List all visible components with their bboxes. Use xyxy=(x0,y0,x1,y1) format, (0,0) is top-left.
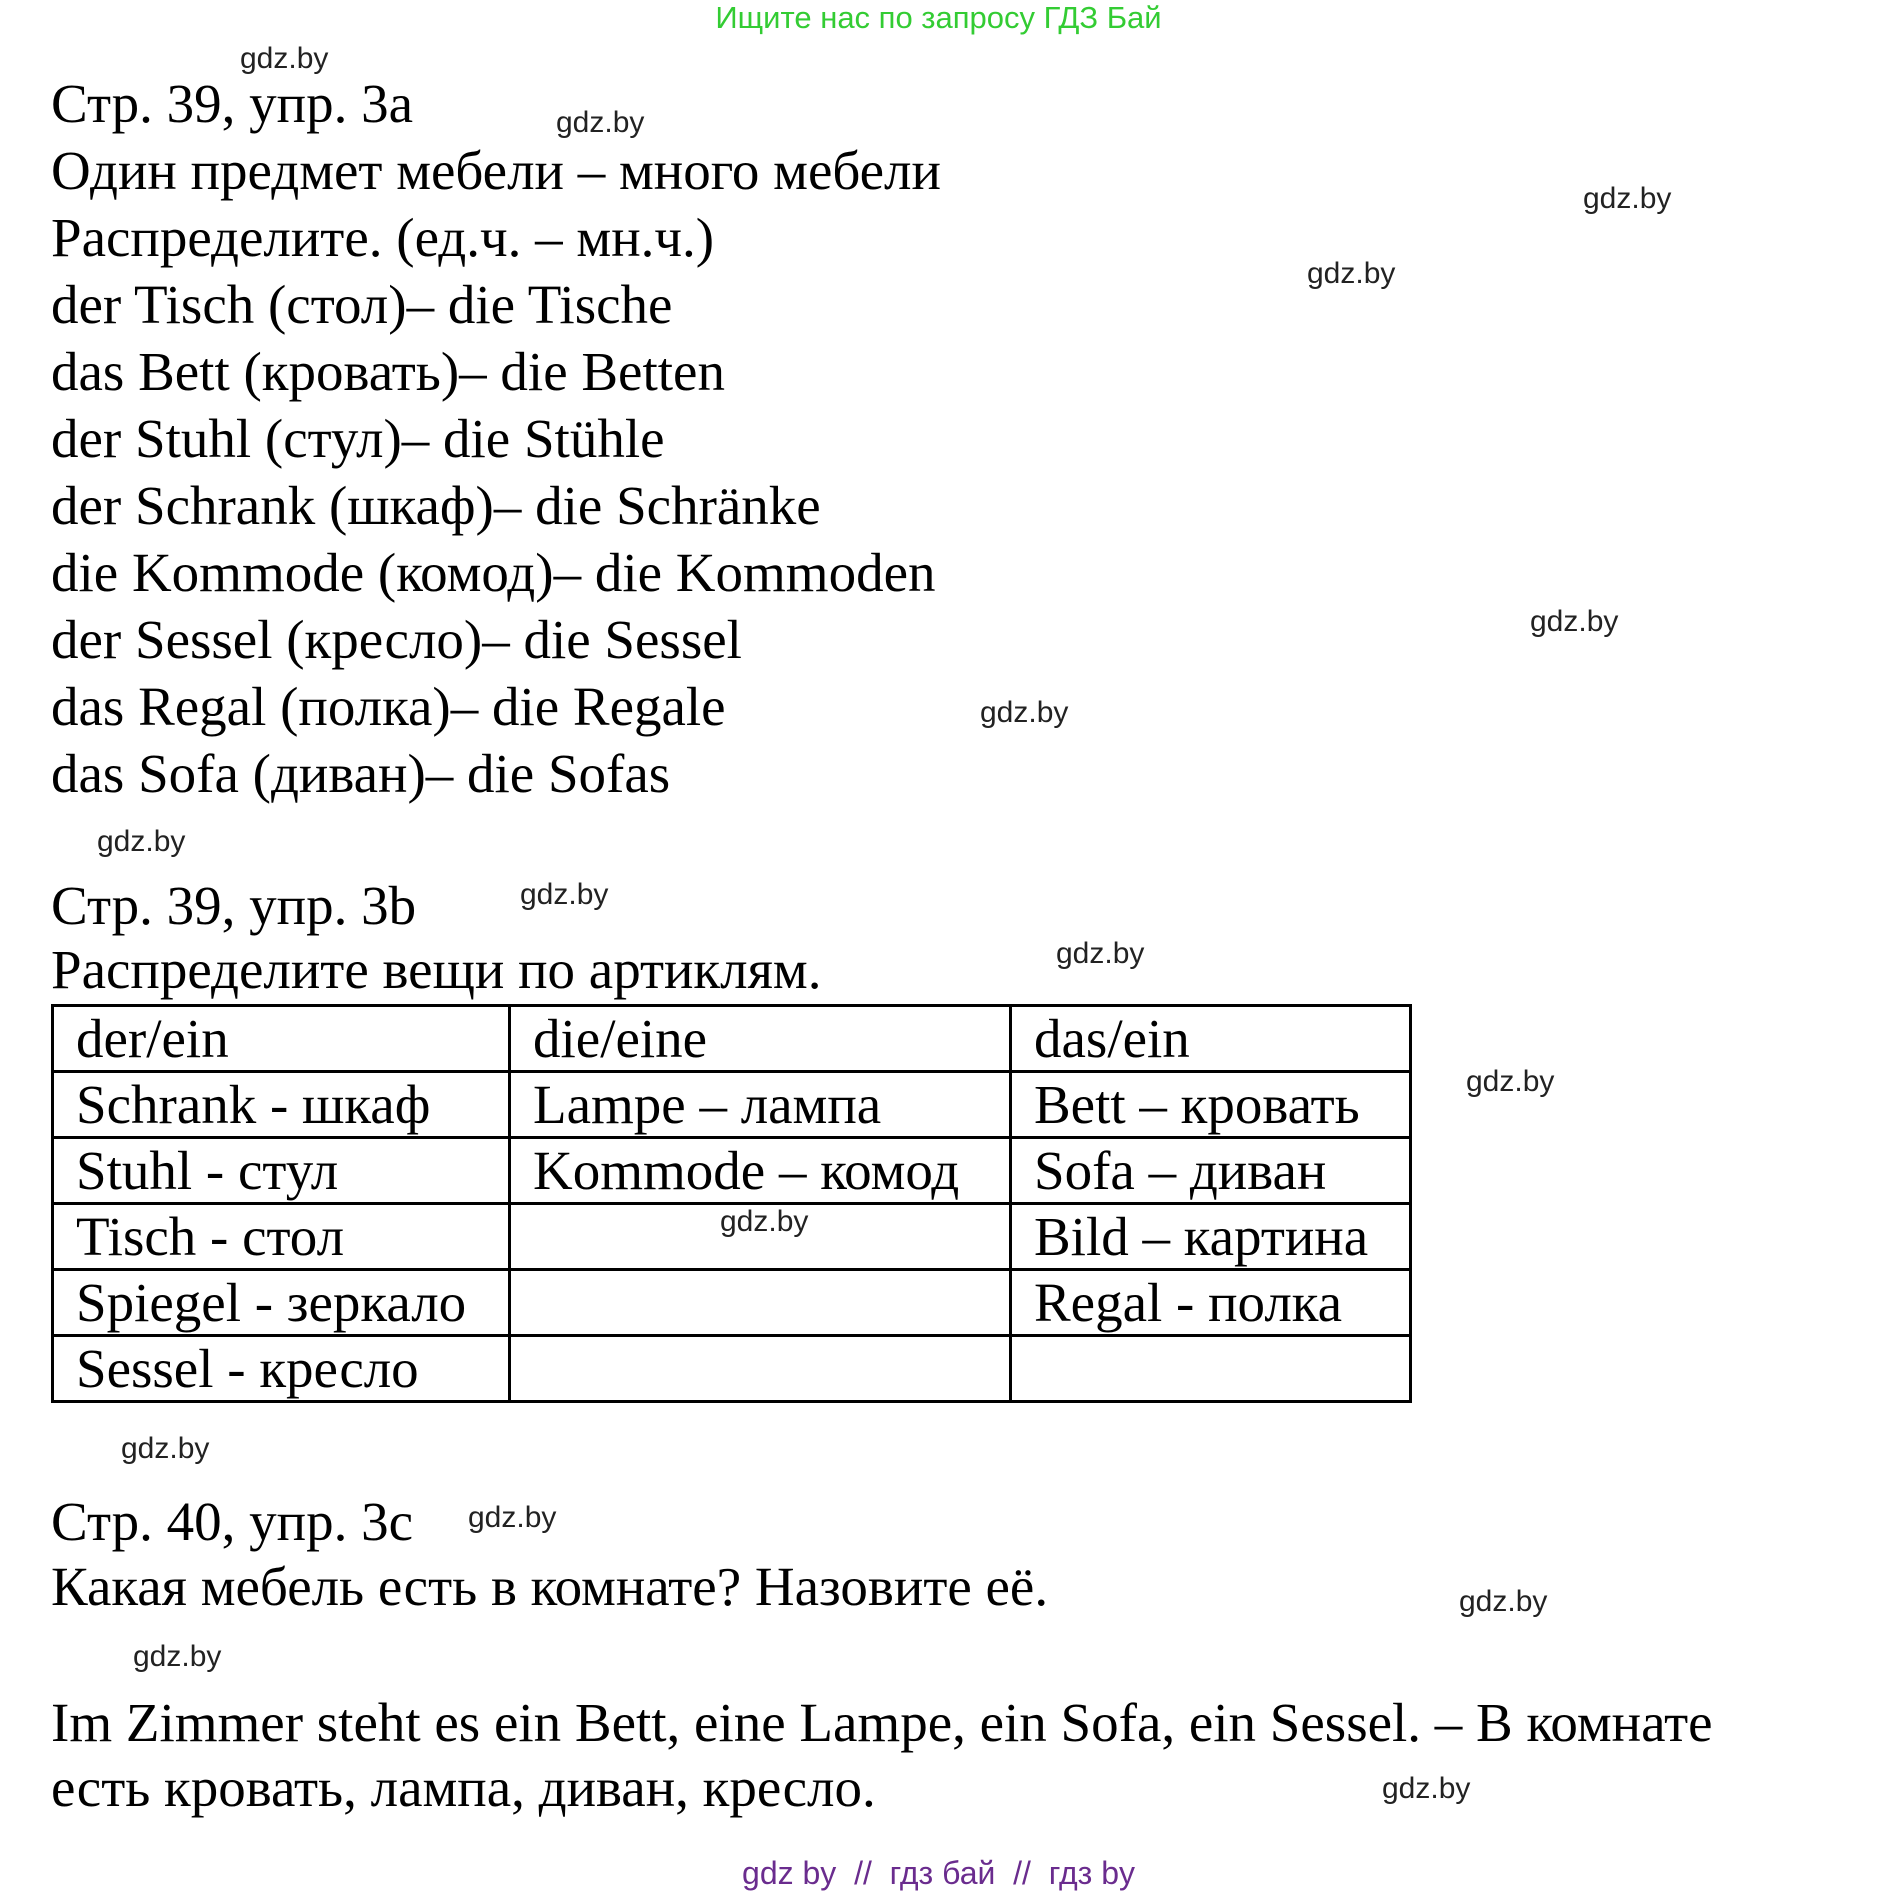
table-cell: Bett – кровать xyxy=(1011,1072,1411,1138)
section-a-subtitle: Один предмет мебели – много мебели xyxy=(51,140,941,201)
noun-pair-line: der Tisch (стол)– die Tische xyxy=(51,274,673,335)
table-cell: Lampe – лампа xyxy=(510,1072,1011,1138)
section-b-instruction: Распределите вещи по артиклям. xyxy=(51,939,822,1000)
watermark: gdz.by xyxy=(1056,937,1145,970)
watermark: gdz.by xyxy=(133,1640,222,1673)
table-cell: Sessel - кресло xyxy=(53,1336,510,1402)
section-c-answer-line: Im Zimmer steht es ein Bett, eine Lampe, ein Sofa, ein Sessel. – В комнате xyxy=(51,1692,1713,1753)
table-cell: Regal - полка xyxy=(1011,1270,1411,1336)
noun-pair-line: der Schrank (шкаф)– die Schränke xyxy=(51,475,821,536)
section-a-instruction: Распределите. (ед.ч. – мн.ч.) xyxy=(51,207,715,268)
section-b-heading: Стр. 39, упр. 3b xyxy=(51,875,417,936)
table-header-cell: die/eine xyxy=(510,1006,1011,1072)
table-row xyxy=(53,1138,1411,1204)
noun-pair-line: das Bett (кровать)– die Betten xyxy=(51,341,725,402)
table-cell xyxy=(510,1270,1011,1336)
table-cell: Bild – картина xyxy=(1011,1204,1411,1270)
table-row xyxy=(53,1270,1411,1336)
noun-pair-line: der Stuhl (стул)– die Stühle xyxy=(51,408,665,469)
footer-links: gdz by // гдз бай // гдз by xyxy=(742,1855,1135,1891)
watermark: gdz.by xyxy=(1530,605,1619,638)
section-c-question: Какая мебель есть в комнате? Назовите её. xyxy=(51,1556,1049,1617)
table-row xyxy=(53,1336,1411,1402)
table-row xyxy=(53,1072,1411,1138)
watermark: gdz.by xyxy=(97,825,186,858)
section-c-heading: Стр. 40, упр. 3c xyxy=(51,1491,414,1552)
section-c-answer-line: есть кровать, лампа, диван, кресло. xyxy=(51,1757,876,1818)
table-cell: Kommode – комод xyxy=(510,1138,1011,1204)
watermark: gdz.by xyxy=(1382,1772,1471,1805)
watermark: gdz.by xyxy=(1307,257,1396,290)
watermark: gdz.by xyxy=(121,1432,210,1465)
articles-table xyxy=(51,1004,1412,1403)
noun-pair-line: das Regal (полка)– die Regale xyxy=(51,676,726,737)
noun-pair-line: die Kommode (комод)– die Kommoden xyxy=(51,542,936,603)
noun-pair-line: der Sessel (кресло)– die Sessel xyxy=(51,609,742,670)
table-cell xyxy=(510,1336,1011,1402)
table-cell xyxy=(1011,1336,1411,1402)
watermark: gdz.by xyxy=(1466,1065,1555,1098)
watermark: gdz.by xyxy=(1583,182,1672,215)
watermark: gdz.by xyxy=(980,696,1069,729)
table-header-cell: das/ein xyxy=(1011,1006,1411,1072)
section-a-heading: Стр. 39, упр. 3а xyxy=(51,73,414,134)
watermark: gdz.by xyxy=(468,1501,557,1534)
table-cell: Sofa – диван xyxy=(1011,1138,1411,1204)
watermark: gdz.by xyxy=(240,42,329,75)
search-banner: Ищите нас по запросу ГДЗ Бай xyxy=(715,0,1162,35)
watermark: gdz.by xyxy=(520,878,609,911)
table-cell: Spiegel - зеркало xyxy=(53,1270,510,1336)
table-header-cell: der/ein xyxy=(53,1006,510,1072)
watermark: gdz.by xyxy=(1459,1585,1548,1618)
noun-pair-line: das Sofa (диван)– die Sofas xyxy=(51,743,671,804)
table-cell: Stuhl - стул xyxy=(53,1138,510,1204)
table-header-row xyxy=(53,1006,1411,1072)
table-cell: Tisch - стол xyxy=(53,1204,510,1270)
table-cell: Schrank - шкаф xyxy=(53,1072,510,1138)
watermark: gdz.by xyxy=(556,106,645,139)
watermark: gdz.by xyxy=(720,1205,809,1238)
